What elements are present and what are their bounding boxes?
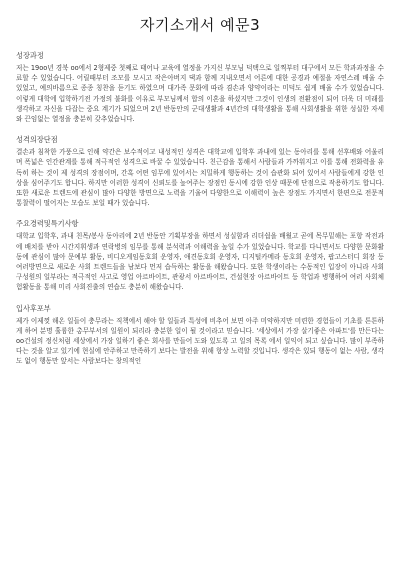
section-heading: 주요경력및특기사항 xyxy=(16,219,79,229)
section-heading: 성격의장단점 xyxy=(16,135,58,145)
section-aspiration xyxy=(16,304,384,367)
section-growth xyxy=(16,51,384,124)
section-career xyxy=(16,219,384,292)
document-title: 자기소개서 예문3 xyxy=(139,16,261,34)
section-heading: 입사후포부 xyxy=(16,303,51,313)
section-body: 저는 19oo년 경북 oo에서 2형제중 첫째로 태어나 교육에 열정을 가지신 부모님 덕택으로 일찍부터 대구에서 모든 학과과정을 수료할 수 있었습니다. 어릴때부터 조모를 모시고 작은아버지 댁과 함께 지내오면서 어른에 대한 공경과 예절을 자연스레 배울 수 있었고, 예의바름으로 종종 칭찬을 듣기도 하였으며 대가족 문화에 따라 겸손과 양약이라는 미덕도 쉽게 배울 수가 있었습니다. 이렇게 대학에 입학하기전 가정의 불화를 이유로 부모님께서 합의 이혼을 하셨지만 그것이 인생의 전환점이 되어 더욱 더 미래를 생각하고 자신을 다잡는 중요 계기가 되었으며 2년 반동안의 군대생활과 4년간의 대학생활을 통해 사회생활을 위한 성실한 자세와 끈임없는 열정을 충분히 갖추었습니다. xyxy=(16,64,384,124)
section-personality xyxy=(16,135,384,208)
section-body: 제가 이제껏 해온 일들이 충무라는 직책에서 해야 할 일들과 특성에 비추어 보면 아주 미약하지만 미련한 경험들이 기초를 튼튼하게 하여 분명 훌륭한 총무부서의 일원이 되리라 충분한 일이 될 것이라고 믿습니다. '세상에서 가장 살기좋은 아파트'를 만든다는 oo건설의 정신처럼 세상에서 가장 일하기 좋은 회사를 만들어 도와 있도록 고 일의 목록 에서 일익이 되고 싶습니다. 많이 부족하다는 것을 알고 있기에 현실에 안주하고 만족하기 보다는 발전을 위해 항상 노력할 것입니다. 생각은 있되 행동이 없는 사람, 생각도 없이 행동만 앞서는 사람보다는 창의적인 xyxy=(16,316,384,366)
section-body: 결손과 침착한 가풍으로 인해 약간은 보수적이고 내성적인 성격은 대학교에 입학후 과내에 있는 동아리를 통해 선후배와 어울리며 폭넓은 인간관계를 통해 적극적인 성격으로 바꿀 수 있었습니다. 친근감을 통해서 사람들과 가까워지고 이를 통해 전화력을 유독히 하는 것이 제 성격의 장점이며, 간혹 어떤 임무에 있어서는 치밀하게 행동하는 것이 습관화 되어 있어서 사람들에게 강한 인상을 심어주기도 합니다. 하지만 이러한 성격이 신뢰도를 높여주는 장점인 동시에 강한 인상 때문에 단점으로 작용하기도 합니다. 또한 새로운 트렌드에 관심이 많아 다양한 방면으로 노력을 기울여 다양한으로 이해력이 높은 장점도 가지면서 한편으로 전문적 통찰력이 떨어지는 모습도 보일 때가 있습니다. xyxy=(16,148,384,208)
section-heading: 성장과정 xyxy=(16,51,44,60)
section-body: 대학교 입학후, 과내 친목/봉사 동아리에 2년 반동안 기획부장을 하면서 성실함과 리더쉽을 배웠고 곧에 목무밑해는 포항 작전과에 배치를 받아 시간지휘생과 연락병의 임무를 통해 분석력과 이해력을 높일 수가 있었습니다. 학교를 다니면서도 다양한 문화활동에 관심이 많아 문예부 활동, 비디오게임동호회 운영자, 애견동호회 운영자, 디지털카메라 동호회 운영자, 팝고스터디 회장 등 여러방면으로 새로운 사회 트렌드들을 남보다 먼저 습득하는 활동을 해왔습니다. 또한 학생이라는 수동적인 입장이 아니라 사회구성원의 일부라는 적극적인 사고로 영업 아르바이트, 관광서 아르바이트, 건설현장 아르바이트 등 학업과 병행하여 여러 사회체험활동을 통해 미리 사회진출의 연습도 충분히 해왔습니다. xyxy=(16,232,384,292)
